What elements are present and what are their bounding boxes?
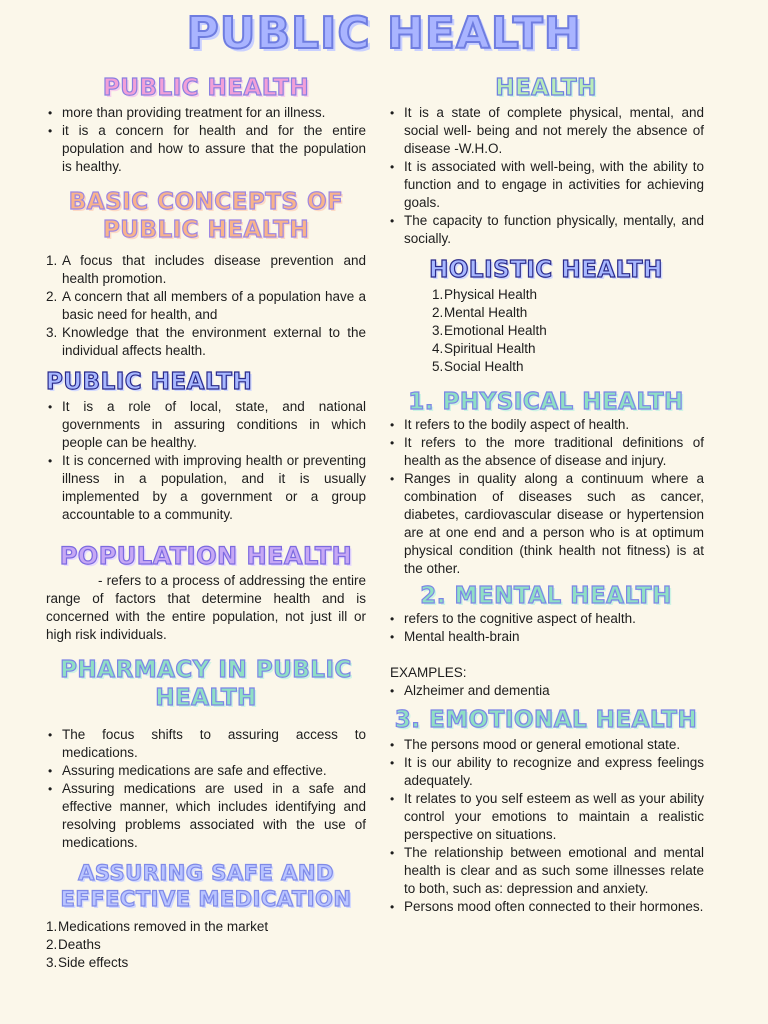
population-health-text: - refers to a process of addressing the entire range of factors that determine health and is concerned with the entire population, not just ill or high risk individuals. bbox=[46, 573, 366, 642]
list-item-text: Knowledge that the environment external to the individual affects health. bbox=[62, 325, 366, 358]
list-item: 4. Spiritual Health bbox=[432, 341, 536, 356]
list-item: 1. Physical Health bbox=[432, 287, 538, 302]
public-health-intro-list bbox=[46, 104, 366, 176]
basic-concepts-list bbox=[46, 252, 366, 360]
emotional-health-list bbox=[388, 736, 704, 916]
list-item: • It refers to the bodily aspect of health. bbox=[388, 416, 704, 434]
list-item: • Ranges in quality along a continuum where a combination of diseases such as cancer, diabetes, cardiovascular disease or hypertension are at one end and a person who is at optimum physical condition (think health not fitness) is at the other. bbox=[388, 470, 704, 578]
list-item: • It is a state of complete physical, mental, and social well- being and not merely the absence of disease -W.H.O. bbox=[388, 104, 704, 158]
list-item: • It is our ability to recognize and express feelings adequately. bbox=[388, 754, 704, 790]
list-item: • it is a concern for health and for the entire population and how to assure that the population is healthy. bbox=[46, 122, 366, 176]
list-item: • It is concerned with improving health or preventing illness in a population, and it is usually implemented by a government or a group accountable to a community. bbox=[46, 452, 366, 524]
list-item: 3. Side effects bbox=[46, 955, 129, 970]
page-title: PUBLIC HEALTH bbox=[186, 8, 582, 59]
list-item: • Persons mood often connected to their hormones. bbox=[388, 898, 704, 916]
list-item-text: Emotional Health bbox=[444, 323, 547, 338]
list-item: • It is a role of local, state, and national governments in assuring conditions in which people can be healthy. bbox=[46, 398, 366, 452]
holistic-health-list bbox=[432, 286, 704, 376]
section-heading-emotional-health: 3. EMOTIONAL HEALTH bbox=[394, 707, 698, 733]
list-item: 1. Medications removed in the market bbox=[46, 919, 269, 934]
pharmacy-list bbox=[46, 726, 366, 852]
list-item: • Assuring medications are safe and effective. bbox=[46, 762, 366, 780]
list-item-text: Mental Health bbox=[444, 305, 528, 320]
section-heading-public-health-role: PUBLIC HEALTH bbox=[46, 369, 253, 395]
section-heading-public-health: PUBLIC HEALTH bbox=[102, 75, 310, 101]
list-item: 2. Deaths bbox=[46, 937, 101, 952]
mental-health-examples-list bbox=[388, 682, 704, 700]
section-heading-health: HEALTH bbox=[495, 75, 597, 101]
list-item: • refers to the cognitive aspect of health. bbox=[388, 610, 704, 628]
list-item: • It relates to you self esteem as well as your ability control your emotions to maintain a realistic perspective on situations. bbox=[388, 790, 704, 844]
list-item: • The relationship between emotional and mental health is clear and as such some illnesses relate to both, such as: depression and anxiety. bbox=[388, 844, 704, 898]
section-heading-physical-health: 1. PHYSICAL HEALTH bbox=[408, 389, 684, 415]
list-item: • It is associated with well-being, with the ability to function and to engage in activities for achieving goals. bbox=[388, 158, 704, 212]
list-item-text: Physical Health bbox=[444, 287, 538, 302]
physical-health-list bbox=[388, 416, 704, 578]
list-item: • The capacity to function physically, mentally, and socially. bbox=[388, 212, 704, 248]
list-item: 2. A concern that all members of a population have a basic need for health, and bbox=[46, 289, 366, 322]
safe-medication-list bbox=[46, 918, 366, 972]
list-item-text: Spiritual Health bbox=[444, 341, 536, 356]
right-column bbox=[388, 74, 704, 916]
section-heading-holistic-health: HOLISTIC HEALTH bbox=[429, 257, 663, 283]
health-definition-list bbox=[388, 104, 704, 248]
list-item-text: Medications removed in the market bbox=[58, 919, 269, 934]
list-item: • more than providing treatment for an illness. bbox=[46, 104, 366, 122]
list-item-text: A concern that all members of a population have a basic need for health, and bbox=[62, 289, 366, 322]
list-item: 2. Mental Health bbox=[432, 305, 528, 320]
list-item-text: Social Health bbox=[444, 359, 524, 374]
section-heading-population-health: POPULATION HEALTH bbox=[59, 542, 353, 570]
list-item: 3. Knowledge that the environment external to the individual affects health. bbox=[46, 325, 366, 358]
section-heading-mental-health: 2. MENTAL HEALTH bbox=[420, 583, 672, 609]
examples-label: EXAMPLES: bbox=[390, 665, 467, 680]
list-item: • Assuring medications are used in a safe and effective manner, which includes identifying and resolving problems associated with the use of medications. bbox=[46, 780, 366, 852]
section-heading-safe-medication: ASSURING SAFE AND EFFECTIVE MEDICATION bbox=[60, 861, 352, 911]
public-health-role-list bbox=[46, 398, 366, 524]
list-item: 3. Emotional Health bbox=[432, 323, 547, 338]
left-column bbox=[46, 74, 366, 972]
list-item: 1. A focus that includes disease prevention and health promotion. bbox=[46, 253, 366, 286]
section-heading-basic-concepts: BASIC CONCEPTS OF PUBLIC HEALTH bbox=[68, 189, 344, 243]
section-heading-pharmacy: PHARMACY IN PUBLIC HEALTH bbox=[60, 657, 352, 711]
list-item: • The persons mood or general emotional state. bbox=[388, 736, 704, 754]
list-item: • Mental health-brain bbox=[388, 628, 704, 646]
list-item-text: A focus that includes disease prevention and health promotion. bbox=[62, 253, 366, 286]
mental-health-list bbox=[388, 610, 704, 646]
list-item: • It refers to the more traditional definitions of health as the absence of disease and injury. bbox=[388, 434, 704, 470]
list-item-text: Deaths bbox=[58, 937, 101, 952]
list-item-text: Side effects bbox=[58, 955, 129, 970]
list-item: 5. Social Health bbox=[432, 359, 524, 374]
list-item: • The focus shifts to assuring access to medications. bbox=[46, 726, 366, 762]
list-item: • Alzheimer and dementia bbox=[388, 682, 704, 700]
